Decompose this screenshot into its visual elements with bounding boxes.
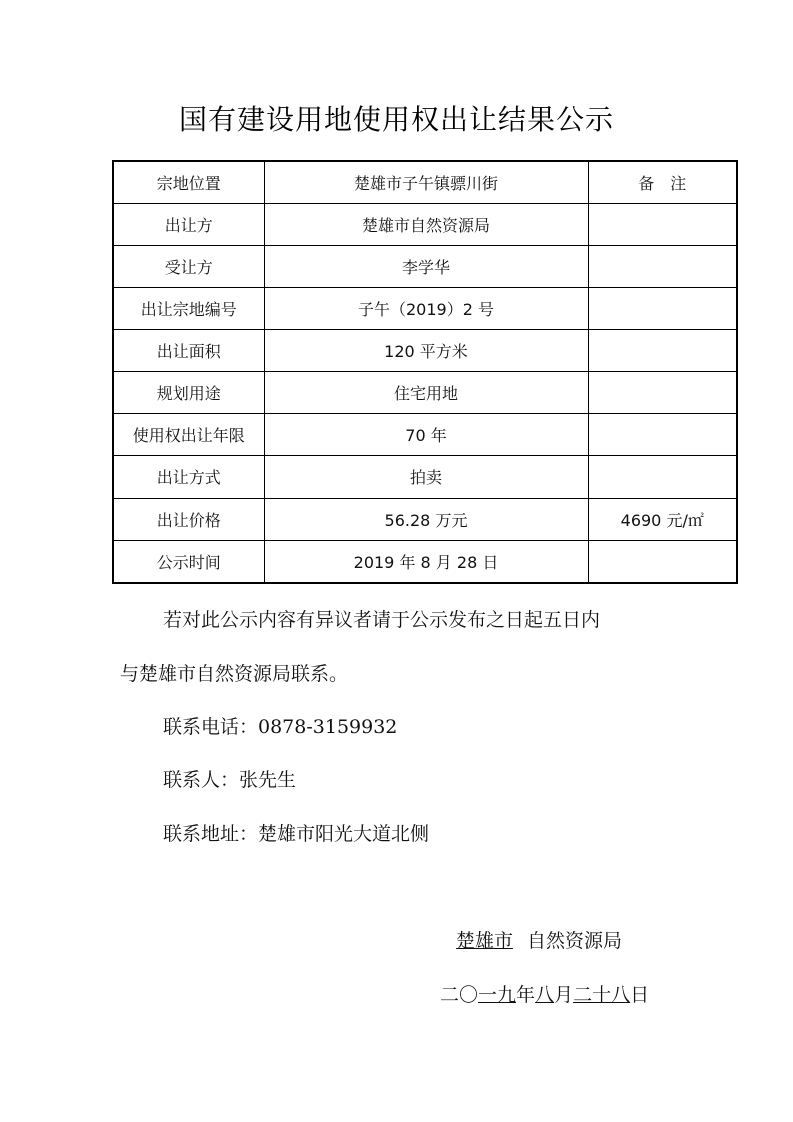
land-info-table [112, 160, 738, 584]
table-row [113, 456, 737, 498]
table-row [113, 414, 737, 456]
notice-line-2: 与楚雄市自然资源局联系。 [120, 663, 349, 685]
row-label: 受让方 [113, 246, 264, 288]
row-value: 住宅用地 [264, 372, 588, 414]
notice-line-1: 若对此公示内容有异议者请于公示发布之日起五日内 [163, 609, 601, 631]
contact-person: 联系人：张先生 [163, 769, 297, 791]
row-label: 出让价格 [113, 498, 264, 540]
row-note [588, 204, 737, 246]
row-note: 4690 元/㎡ [588, 498, 737, 540]
table-row [113, 204, 737, 246]
row-note [588, 288, 737, 330]
table-row [113, 540, 737, 583]
contact-phone: 联系电话：0878-3159932 [163, 716, 398, 738]
row-label: 宗地位置 [113, 161, 264, 204]
signature-org-name: 自然资源局 [527, 930, 623, 952]
row-note [588, 330, 737, 372]
table-row [113, 246, 737, 288]
table-row [113, 161, 737, 204]
row-label: 公示时间 [113, 540, 264, 583]
row-note [588, 414, 737, 456]
row-value: 2019 年 8 月 28 日 [264, 540, 588, 583]
row-value: 70 年 [264, 414, 588, 456]
row-value: 拍卖 [264, 456, 588, 498]
row-value: 李学华 [264, 246, 588, 288]
row-value: 56.28 万元 [264, 498, 588, 540]
signature-city-underlined [442, 930, 527, 952]
page-title: 国有建设用地使用权出让结果公示 [178, 103, 614, 136]
row-label: 出让方式 [113, 456, 264, 498]
row-label: 使用权出让年限 [113, 414, 264, 456]
row-label: 出让方 [113, 204, 264, 246]
signature-org [442, 928, 622, 954]
table-row [113, 288, 737, 330]
row-label: 规划用途 [113, 372, 264, 414]
table-row [113, 498, 737, 540]
row-note [588, 456, 737, 498]
date-part: 八 [535, 984, 555, 1006]
notes-header: 备 注 [588, 161, 737, 204]
table-row [113, 330, 737, 372]
date-part: 月 [554, 984, 574, 1006]
row-value: 子午（2019）2 号 [264, 288, 588, 330]
row-label: 出让宗地编号 [113, 288, 264, 330]
row-label: 出让面积 [113, 330, 264, 372]
date-part: 二〇 [440, 984, 479, 1006]
row-value: 楚雄市子午镇骠川街 [264, 161, 588, 204]
date-part: 一九 [478, 984, 517, 1006]
row-value: 120 平方米 [264, 330, 588, 372]
signature-city: 楚雄市 [456, 930, 514, 952]
signature-date [440, 982, 649, 1008]
date-part: 年 [516, 984, 536, 1006]
contact-address: 联系地址：楚雄市阳光大道北侧 [163, 823, 430, 845]
row-note [588, 540, 737, 583]
date-part: 二十八 [573, 984, 631, 1006]
date-part: 日 [630, 984, 650, 1006]
table-row [113, 372, 737, 414]
row-value: 楚雄市自然资源局 [264, 204, 588, 246]
row-note [588, 372, 737, 414]
row-note [588, 246, 737, 288]
